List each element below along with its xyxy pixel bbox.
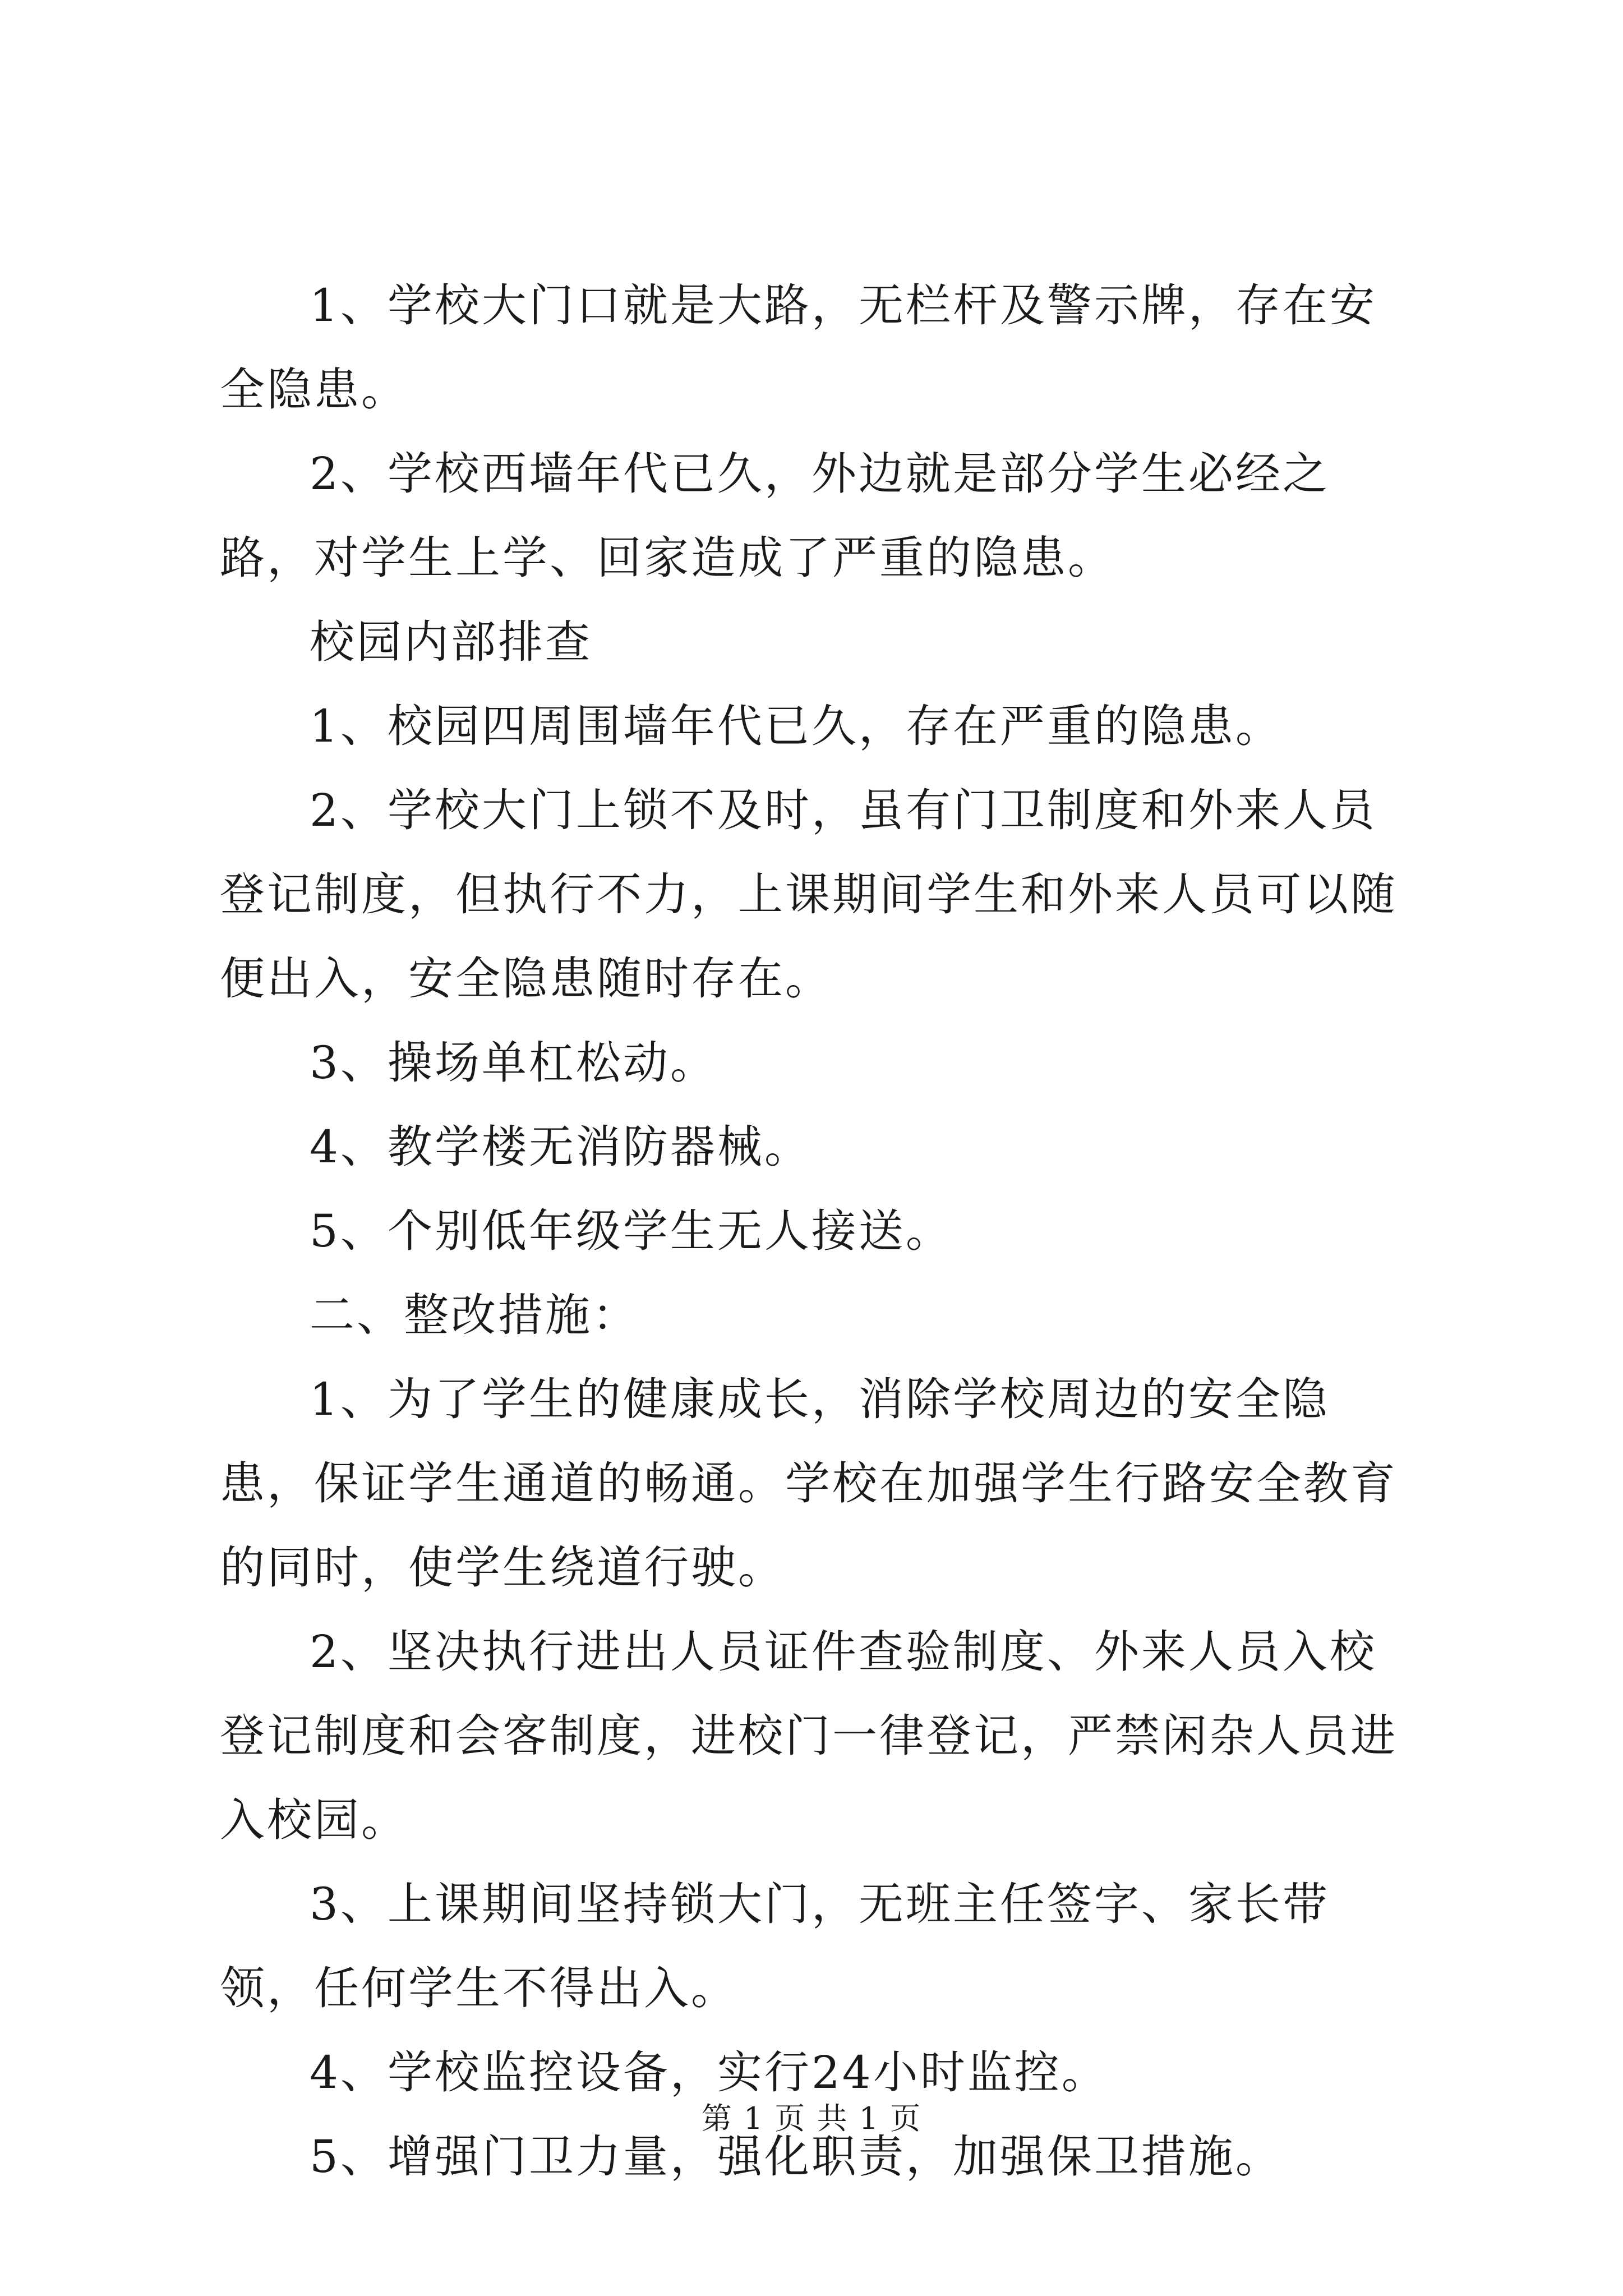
paragraph: 2、学校西墙年代已久，外边就是部分学生必经之路，对学生上学、回家造成了严重的隐患。 <box>220 448 1330 584</box>
paragraph: 1、校园四周围墙年代已久，存在严重的隐患。 <box>310 700 1283 752</box>
section-heading: 二、整改措施： <box>310 1289 639 1341</box>
section-heading: 校园内部排查 <box>310 616 592 668</box>
paragraph: 1、为了学生的健康成长，消除学校周边的安全隐患，保证学生通道的畅通。学校在加强学生行路安全教育的同时，使学生绕道行驶。 <box>220 1373 1398 1594</box>
paragraph: 5、增强门卫力量，强化职责，加强保卫措施。 <box>310 2131 1283 2183</box>
paragraph: 3、上课期间坚持锁大门，无班主任签字、家长带领，任何学生不得出入。 <box>220 1878 1330 2014</box>
paragraph: 4、学校监控设备，实行24小时监控。 <box>310 2046 1109 2099</box>
paragraph: 1、学校大门口就是大路，无栏杆及警示牌，存在安全隐患。 <box>220 279 1377 416</box>
document-body <box>220 264 1420 2199</box>
paragraph: 4、教学楼无消防器械。 <box>310 1121 811 1173</box>
page-footer: 第 1 页 共 1 页 <box>701 2101 922 2136</box>
paragraph: 3、操场单杠松动。 <box>310 1037 717 1089</box>
paragraph: 2、坚决执行进出人员证件查验制度、外来人员入校登记制度和会客制度，进校门一律登记，严禁闲杂人员进入校园。 <box>220 1626 1398 1846</box>
paragraph: 2、学校大门上锁不及时，虽有门卫制度和外来人员登记制度，但执行不力，上课期间学生和外来人员可以随便出入，安全隐患随时存在。 <box>220 784 1398 1005</box>
paragraph: 5、个别低年级学生无人接送。 <box>310 1205 953 1257</box>
